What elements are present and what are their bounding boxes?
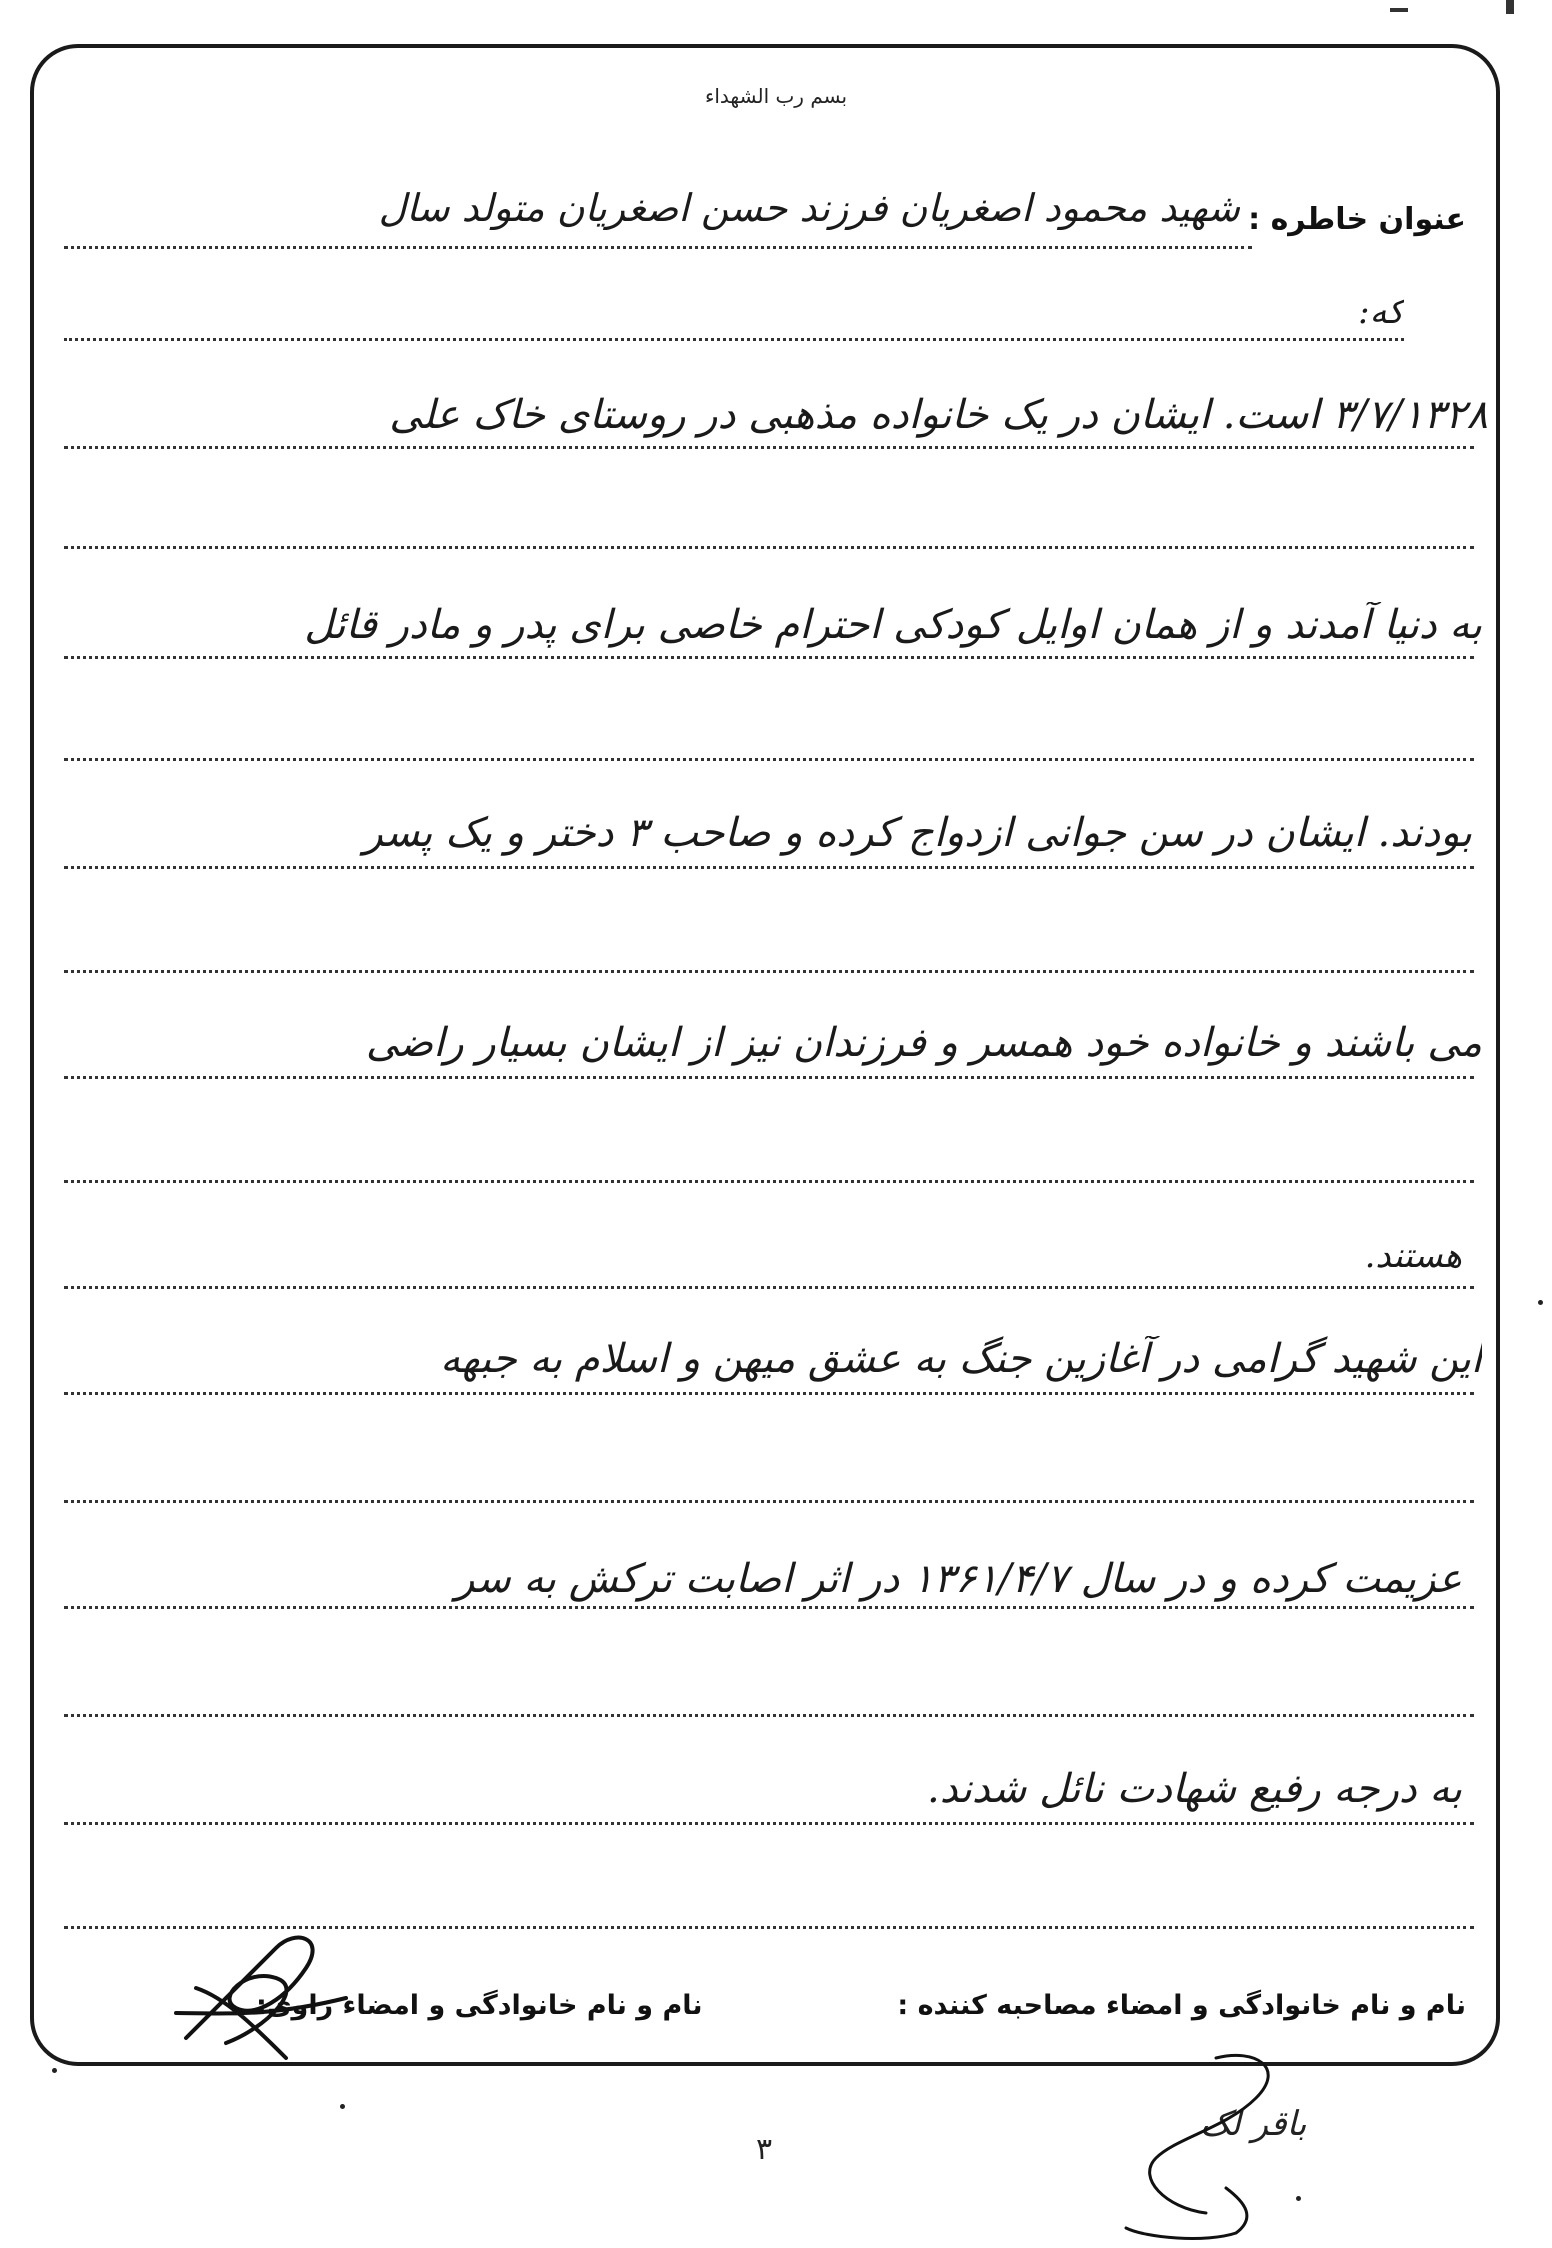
ruled-line [64, 656, 1474, 659]
ruled-line [64, 1714, 1474, 1717]
memoir-line-4: به دنیا آمدند و از همان اوایل کودکی احترام خاصی برای پدر و مادر قائل [304, 602, 1482, 648]
scan-speck [1296, 2196, 1301, 2201]
memoir-line-9: عزیمت کرده و در سال ۱۳۶۱/۴/۷ در اثر اصابت ترکش به سر [455, 1556, 1462, 1602]
bottom-signature-text: باقر لک [1200, 2104, 1307, 2144]
page-header-title: بسم رب الشهداء [704, 84, 848, 108]
memoir-line-10: به درجه رفیع شهادت نائل شدند. [927, 1766, 1462, 1812]
scan-speck [1538, 1300, 1543, 1305]
subject-label: عنوان خاطره : [1248, 202, 1466, 237]
ruled-line [64, 1286, 1474, 1289]
memoir-line-6: می باشند و خانواده خود همسر و فرزندان نیز از ایشان بسیار راضی [365, 1020, 1482, 1066]
ruled-line [64, 246, 1252, 249]
page-number: ۳ [756, 2132, 773, 2167]
ruled-line [64, 1822, 1474, 1825]
scan-mark [1390, 8, 1408, 12]
ruled-line [64, 1606, 1474, 1609]
ruled-line [64, 1500, 1474, 1503]
interviewer-signature-label: نام و نام خانوادگی و امضاء مصاحبه کننده : [897, 1990, 1466, 2021]
memoir-line-3: ۳/۷/۱۳۲۸ است. ایشان در یک خانواده مذهبی در روستای خاک علی [389, 392, 1488, 438]
memoir-line-2: که: [1358, 292, 1404, 332]
memoir-line-5: بودند. ایشان در سن جوانی ازدواج کرده و صاحب ۳ دختر و یک پسر [363, 810, 1472, 856]
ruled-line [64, 970, 1474, 973]
memoir-line-7: هستند. [1364, 1236, 1462, 1276]
ruled-line [64, 338, 1404, 341]
narrator-signature [156, 1918, 356, 2068]
memoir-line-1: شهید محمود اصغریان فرزند حسن اصغریان متولد سال [378, 186, 1240, 230]
ruled-line [64, 1392, 1474, 1395]
bottom-signature-scribble [1086, 2038, 1326, 2248]
ruled-line [64, 1076, 1474, 1079]
ruled-line [64, 546, 1474, 549]
ruled-line [64, 758, 1474, 761]
memoir-line-8: این شهید گرامی در آغازین جنگ به عشق میهن و اسلام به جبهه [440, 1336, 1482, 1382]
scan-mark [1506, 0, 1514, 14]
ruled-line [64, 1180, 1474, 1183]
scan-speck [52, 2068, 57, 2073]
scan-speck [340, 2104, 345, 2109]
narrator-signature-label: نام و نام خانوادگی و امضاء راوی: [256, 1990, 703, 2021]
ruled-line [64, 866, 1474, 869]
ruled-line [64, 446, 1474, 449]
